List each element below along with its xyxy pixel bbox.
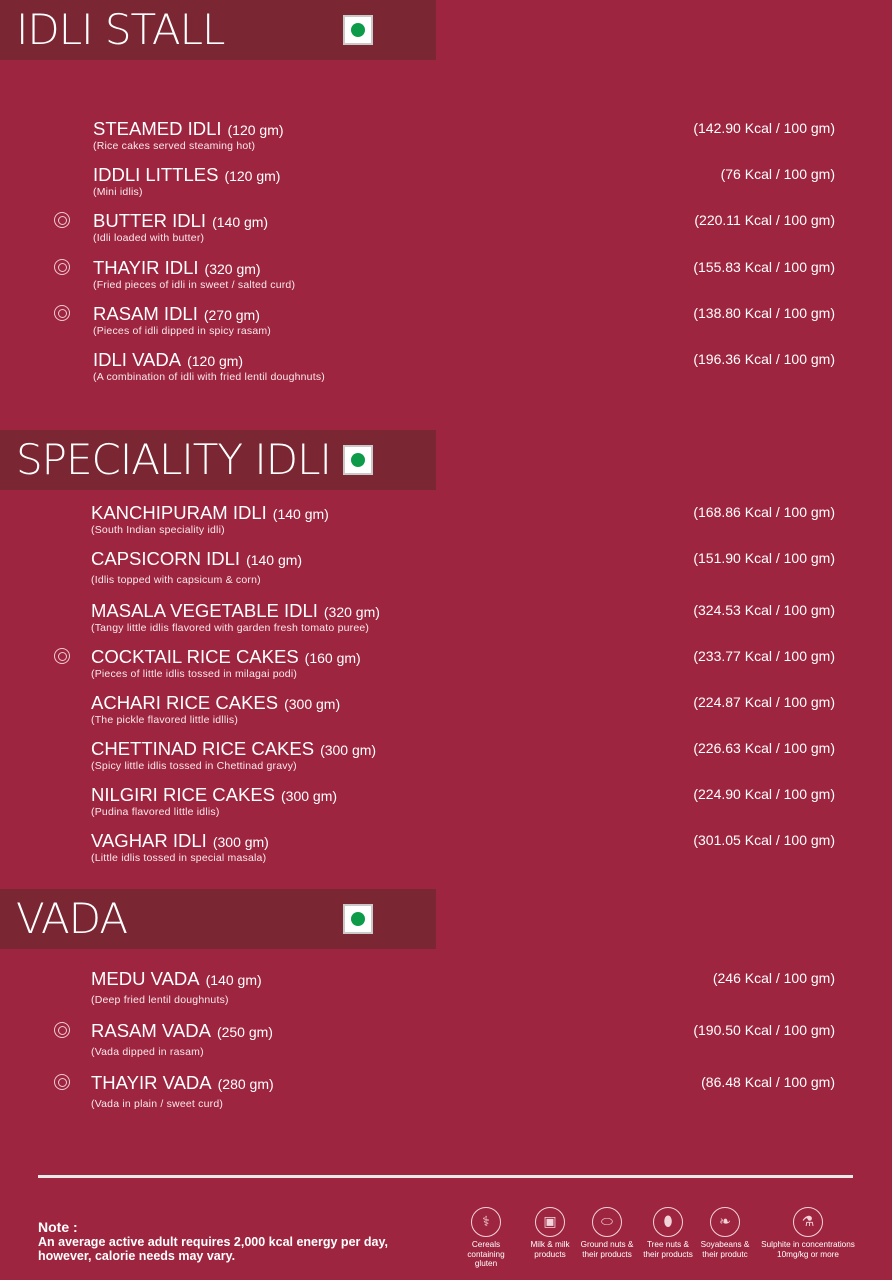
- menu-item: [0, 600, 892, 644]
- legend-label: Tree nuts & their products: [643, 1240, 693, 1259]
- note-text: An average active adult requires 2,000 kcal energy per day, however, calorie needs may vary.: [38, 1235, 388, 1263]
- item-name-text: RASAM IDLI (270 gm): [93, 303, 260, 324]
- legend-label: Milk & milk products: [530, 1240, 570, 1259]
- item-calories: (76 Kcal / 100 gm): [720, 166, 835, 182]
- menu-item: [0, 210, 892, 254]
- soybean-icon: ❧: [710, 1207, 740, 1237]
- item-calories: (86.48 Kcal / 100 gm): [701, 1074, 835, 1090]
- item-description: (Vada dipped in rasam): [91, 1046, 204, 1058]
- item-name-text: MASALA VEGETABLE IDLI (320 gm): [91, 600, 380, 621]
- item-description: (Tangy little idlis flavored with garden fresh tomato puree): [91, 622, 370, 634]
- item-calories: (151.90 Kcal / 100 gm): [693, 550, 835, 566]
- milk-icon: [54, 1074, 70, 1090]
- legend-label: Ground nuts & their products: [580, 1240, 634, 1259]
- item-description: (Fried pieces of idli in sweet / salted curd): [93, 279, 296, 291]
- menu-item: [0, 118, 892, 162]
- nut-icon: [54, 305, 70, 321]
- item-calories: (168.86 Kcal / 100 gm): [693, 504, 835, 520]
- note-title: Note :: [38, 1219, 78, 1235]
- peanut-icon: ⬭: [592, 1207, 622, 1237]
- item-name-text: THAYIR VADA (280 gm): [91, 1072, 274, 1093]
- item-description: (Deep fried lentil doughnuts): [91, 994, 229, 1006]
- milk-icon: [54, 259, 70, 275]
- item-name-text: THAYIR IDLI (320 gm): [93, 257, 261, 278]
- item-description: (Pieces of little idlis tossed in milagai podi): [91, 668, 298, 680]
- menu-item: [0, 738, 892, 782]
- item-name-text: KANCHIPURAM IDLI (140 gm): [91, 502, 329, 523]
- menu-item: [0, 548, 892, 592]
- item-calories: (138.80 Kcal / 100 gm): [693, 305, 835, 321]
- menu-item: [0, 830, 892, 874]
- item-calories: (324.53 Kcal / 100 gm): [693, 602, 835, 618]
- legend-label: Sulphite in concentrations 10mg/kg or more: [761, 1240, 855, 1259]
- legend-label: Soyabeans & their produtc: [700, 1240, 750, 1259]
- item-description: (Idli loaded with butter): [93, 232, 205, 244]
- item-name-text: IDLI VADA (120 gm): [93, 349, 244, 370]
- item-name-text: BUTTER IDLI (140 gm): [93, 210, 269, 231]
- nut-icon: ⬮: [653, 1207, 683, 1237]
- item-name-text: MEDU VADA (140 gm): [91, 968, 262, 989]
- item-description: (South Indian speciality idli): [91, 524, 225, 536]
- item-calories: (233.77 Kcal / 100 gm): [693, 648, 835, 664]
- item-calories: (220.11 Kcal / 100 gm): [694, 212, 835, 228]
- milk-icon: [54, 212, 70, 228]
- item-name-text: COCKTAIL RICE CAKES (160 gm): [91, 646, 361, 667]
- item-calories: (226.63 Kcal / 100 gm): [693, 740, 835, 756]
- item-name-text: VAGHAR IDLI (300 gm): [91, 830, 269, 851]
- item-name-text: CHETTINAD RICE CAKES (300 gm): [91, 738, 377, 759]
- veg-symbol-icon: [343, 445, 373, 475]
- menu-item: [0, 502, 892, 546]
- menu-item: [0, 1072, 892, 1116]
- item-calories: (224.90 Kcal / 100 gm): [693, 786, 835, 802]
- veg-symbol-icon: [343, 15, 373, 45]
- legend-item-sulphite: [760, 1207, 856, 1259]
- footer-divider: [38, 1175, 853, 1178]
- item-description: (Mini idlis): [93, 186, 143, 198]
- menu-item: [0, 1020, 892, 1064]
- item-calories: (301.05 Kcal / 100 gm): [693, 832, 835, 848]
- menu-item: [0, 349, 892, 393]
- nut-icon: [54, 648, 70, 664]
- item-description: (Rice cakes served steaming hot): [93, 140, 256, 152]
- item-description: (A combination of idli with fried lentil doughnuts): [93, 371, 325, 383]
- menu-item: [0, 692, 892, 736]
- menu-item: [0, 257, 892, 301]
- menu-item: [0, 164, 892, 208]
- item-calories: (224.87 Kcal / 100 gm): [693, 694, 835, 710]
- item-calories: (196.36 Kcal / 100 gm): [693, 351, 835, 367]
- section-header-idli-stall: [0, 0, 436, 60]
- item-description: (The pickle flavored little idllis): [91, 714, 239, 726]
- milk-icon: ▣: [535, 1207, 565, 1237]
- item-name-text: NILGIRI RICE CAKES (300 gm): [91, 784, 338, 805]
- legend-item-gluten: [456, 1207, 516, 1269]
- legend-item-milk: [520, 1207, 580, 1259]
- menu-item: [0, 968, 892, 1012]
- legend-item-treenuts: [638, 1207, 698, 1259]
- item-description: (Pudina flavored little idlis): [91, 806, 220, 818]
- item-calories: (246 Kcal / 100 gm): [712, 970, 835, 986]
- menu-item: [0, 646, 892, 690]
- menu-item: [0, 303, 892, 347]
- section-title: SPECIALITY IDLI: [16, 435, 331, 484]
- item-name-text: ACHARI RICE CAKES (300 gm): [91, 692, 341, 713]
- item-name-text: CAPSICORN IDLI (140 gm): [91, 548, 303, 569]
- item-name-text: IDDLI LITTLES (120 gm): [93, 164, 281, 185]
- item-description: (Pieces of idli dipped in spicy rasam): [93, 325, 272, 337]
- legend-item-groundnuts: [577, 1207, 637, 1259]
- item-description: (Spicy little idlis tossed in Chettinad gravy): [91, 760, 297, 772]
- section-title: VADA: [16, 894, 128, 943]
- nut-icon: [54, 1022, 70, 1038]
- wheat-icon: ⚕: [471, 1207, 501, 1237]
- section-header-vada: [0, 889, 436, 949]
- veg-symbol-icon: [343, 904, 373, 934]
- section-title: IDLI STALL: [16, 5, 225, 54]
- menu-item: [0, 784, 892, 828]
- item-calories: (190.50 Kcal / 100 gm): [693, 1022, 835, 1038]
- legend-item-soybeans: [695, 1207, 755, 1259]
- item-description: (Little idlis tossed in special masala): [91, 852, 267, 864]
- item-name-text: RASAM VADA (250 gm): [91, 1020, 273, 1041]
- item-name-text: STEAMED IDLI (120 gm): [93, 118, 284, 139]
- legend-label: Cereals containing gluten: [467, 1240, 505, 1268]
- item-calories: (142.90 Kcal / 100 gm): [693, 120, 835, 136]
- item-description: (Idlis topped with capsicum & corn): [91, 574, 261, 586]
- item-calories: (155.83 Kcal / 100 gm): [693, 259, 835, 275]
- bottle-icon: ⚗: [793, 1207, 823, 1237]
- section-header-speciality-idli: [0, 430, 436, 490]
- item-description: (Vada in plain / sweet curd): [91, 1098, 224, 1110]
